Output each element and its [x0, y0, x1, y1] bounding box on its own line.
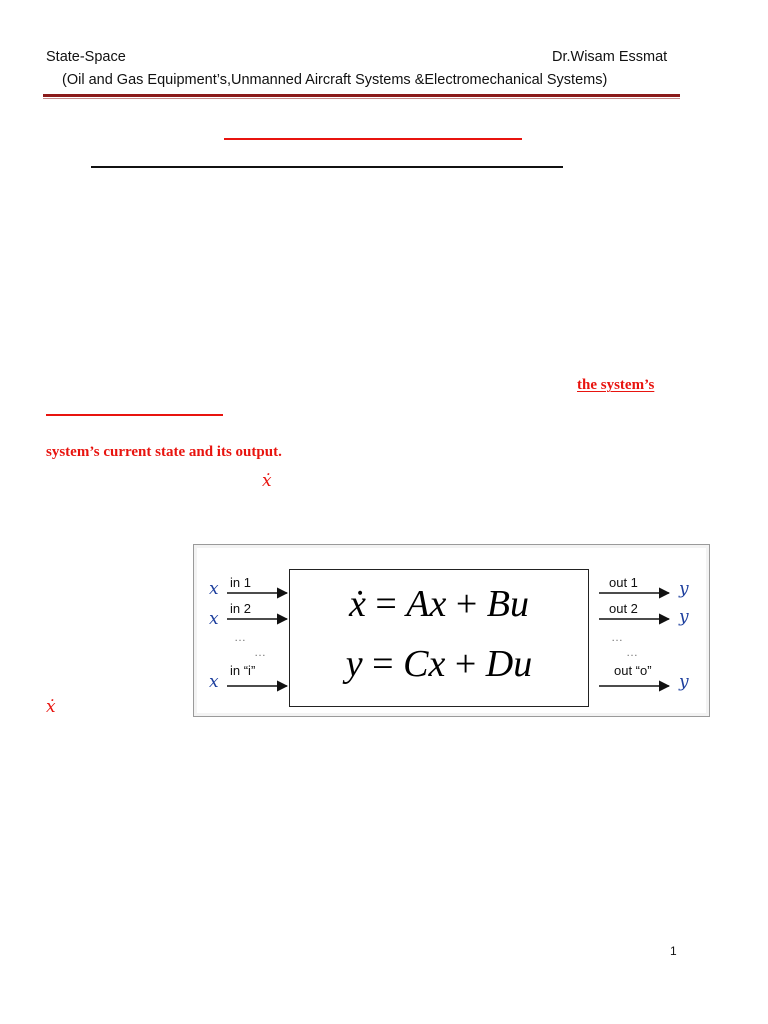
bu-term: Bu — [486, 583, 530, 625]
equals-sign-1: = — [365, 583, 407, 625]
output-label-o: out “o” — [614, 663, 652, 678]
output-var-2: y — [679, 607, 689, 627]
ax-term: Ax — [406, 583, 447, 625]
output-ellipsis-1: … — [611, 630, 624, 644]
xdot-term: ẋ — [348, 583, 366, 625]
current-state-text: system’s current state and its output. — [46, 444, 282, 460]
equals-sign-2: = — [362, 643, 404, 685]
header-rule-thick — [43, 94, 680, 97]
plus-sign-2: + — [445, 643, 486, 685]
input-label-2: in 2 — [230, 601, 251, 616]
header-subtitle: (Oil and Gas Equipment’s,Unmanned Aircraft Systems &Electromechanical Systems) — [62, 72, 608, 88]
red-underline-left — [46, 414, 223, 416]
input-var-2: x — [209, 609, 219, 629]
title-underline-red — [224, 138, 522, 140]
input-label-i: in “i” — [230, 663, 256, 678]
title-underline-black — [91, 166, 563, 168]
cx-term: Cx — [403, 643, 446, 685]
plus-sign-1: + — [446, 583, 487, 625]
input-var-1: x — [209, 579, 219, 599]
output-label-2: out 2 — [609, 601, 638, 616]
xdot-symbol-left: ẋ — [46, 697, 56, 717]
header-right: Dr.Wisam Essmat — [552, 49, 668, 65]
header-left: State-Space — [46, 49, 126, 65]
du-term: Du — [485, 643, 533, 685]
output-ellipsis-2: … — [626, 645, 639, 659]
input-var-i: x — [209, 672, 219, 692]
input-ellipsis-2: … — [254, 645, 267, 659]
y-term: y — [345, 643, 363, 685]
output-equation — [290, 642, 588, 686]
output-var-o: y — [679, 672, 689, 692]
system-box — [289, 569, 589, 707]
input-label-1: in 1 — [230, 575, 251, 590]
xdot-symbol-top: ẋ — [262, 471, 272, 491]
state-equation — [290, 582, 588, 626]
header-rule-thin — [43, 98, 680, 99]
output-var-1: y — [679, 579, 689, 599]
input-ellipsis-1: … — [234, 630, 247, 644]
output-label-1: out 1 — [609, 575, 638, 590]
page-number: 1 — [670, 944, 677, 958]
state-space-diagram — [193, 544, 710, 717]
system-phrase: the system’s — [577, 377, 655, 393]
